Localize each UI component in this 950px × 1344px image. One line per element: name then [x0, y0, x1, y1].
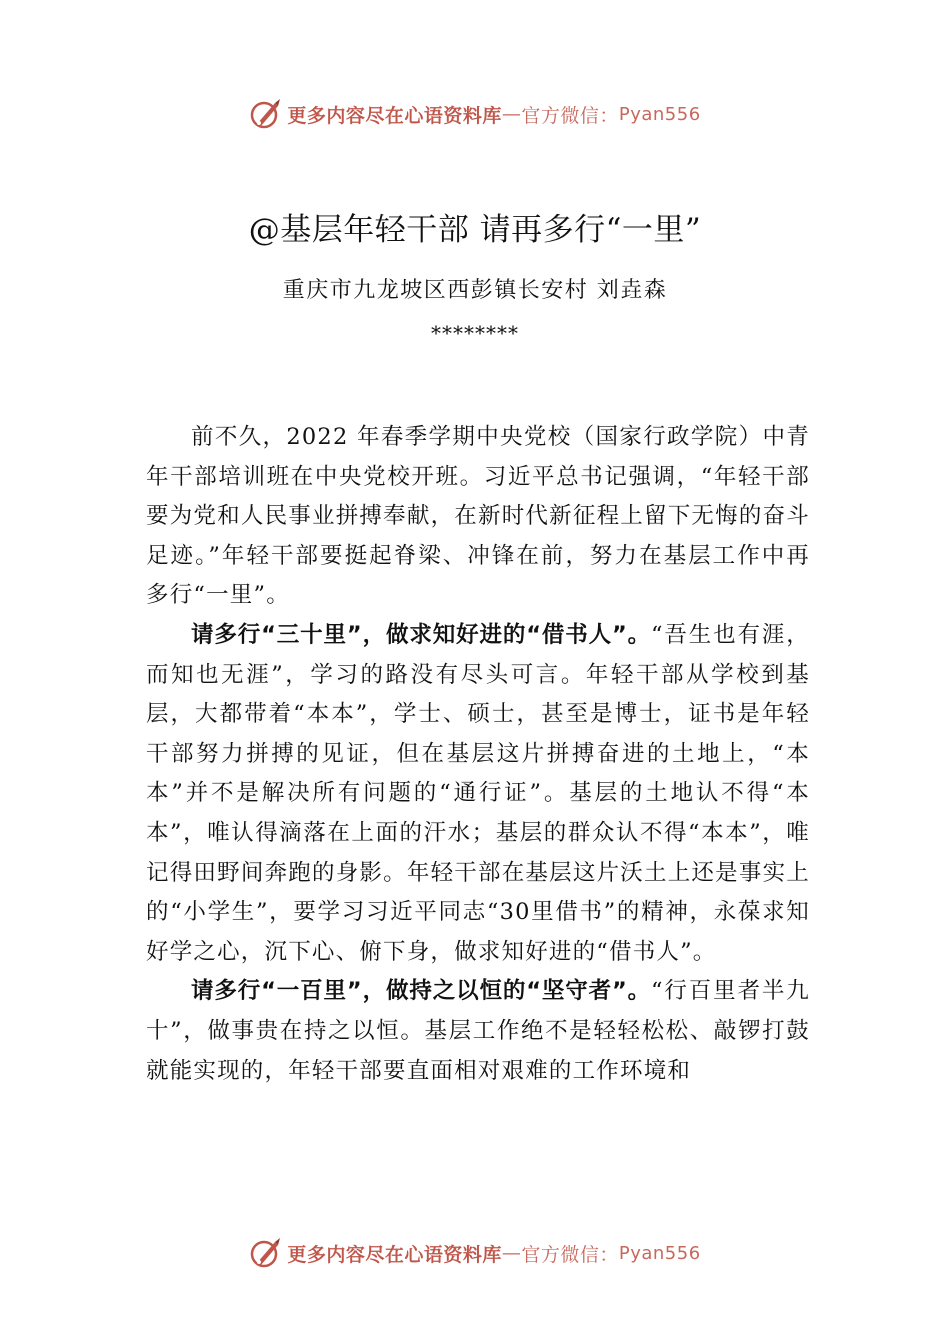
watermark-wechat-id: Pyan556 [618, 1242, 701, 1264]
quill-pen-icon [249, 97, 283, 131]
paragraph [146, 972, 810, 1091]
document-title: @基层年轻干部 请再多行“一里” [248, 212, 702, 248]
watermark-footer [0, 1233, 950, 1273]
paragraph [146, 418, 810, 616]
paragraph-lead: 请多行“三十里”，做求知好进的“借书人”。 [191, 621, 652, 648]
watermark-wechat-label: 官方微信： [521, 1243, 619, 1266]
paragraph [146, 616, 810, 972]
paragraph-text: “行百里者半九十”，做事贵在持之以恒。基层工作绝不是轻轻松松、敲锣打鼓就能实现的，年轻干部要直面相对艰难的工作环境和 [146, 978, 811, 1084]
paragraph-text: 前不久，2022 年春季学期中央党校（国家行政学院）中青年干部培训班在中央党校开班。习近平总书记强调，“年轻干部要为党和人民事业拼搏奉献，在新时代新征程上留下无悔的奋斗足迹。”年轻干部要挺起脊梁、冲锋在前，努力在基层工作中再多行“一里”。 [146, 424, 810, 609]
quill-pen-icon [249, 1236, 283, 1270]
separator: ******** [431, 321, 519, 345]
watermark-brand: 更多内容尽在心语资料库 [287, 1243, 502, 1266]
watermark-wechat-id: Pyan556 [618, 103, 701, 125]
watermark-dash: — [501, 103, 522, 125]
document-author: 重庆市九龙坡区西彭镇长安村 刘垚森 [282, 278, 668, 303]
paragraph-text: “吾生也有涯，而知也无涯”，学习的路没有尽头可言。年轻干部从学校到基层，大都带着“本本”，学士、硕士，甚至是博士，证书是年轻干部努力拼搏的见证，但在基层这片拼搏奋进的土地上，“本本”并不是解决所有问题的“通行证”。基层的土地认不得“本本”，唯认得滴落在上面的汗水；基层的群众认不得“本本”，唯记得田野间奔跑的身影。年轻干部在基层这片沃土上还是事实上的“小学生”，要学习习近平同志“30里借书”的精神，永葆求知好学之心，沉下心、俯下身，做求知好进的“借书人”。 [146, 621, 811, 965]
watermark-wechat-label: 官方微信： [521, 104, 619, 127]
watermark-dash: — [501, 1242, 522, 1264]
paragraph-lead: 请多行“一百里”，做持之以恒的“坚守者”。 [191, 978, 652, 1005]
document-body [146, 418, 810, 1091]
watermark-brand: 更多内容尽在心语资料库 [287, 104, 502, 127]
watermark-header [0, 94, 950, 134]
